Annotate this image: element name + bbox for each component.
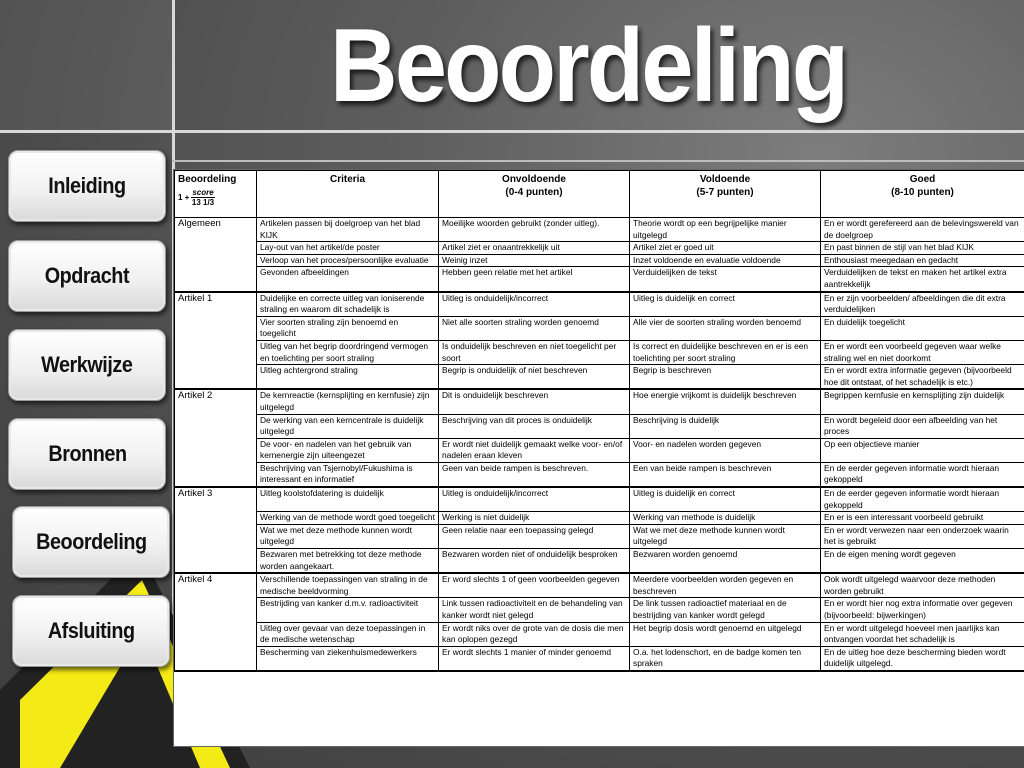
formula-numerator: score [192,188,214,197]
criteria-cell: Duidelijke en correcte uitleg van ioniserende straling en waarom dit schadelijk is [257,292,439,317]
goed-cell: En er wordt uitgelegd hoeveel men jaarlijks kan ontvangen voordat het schadelijk is [821,622,1024,646]
header-beoordeling-label: Beoordeling [178,174,237,185]
table-row [175,487,1024,512]
table-row [175,462,1024,487]
onvoldoende-cell: Artikel ziet er onaantrekkelijk uit [439,242,630,255]
voldoende-cell: Uitleg is duidelijk en correct [630,487,821,512]
table-row [175,646,1024,671]
onvoldoende-cell: Er wordt niks over de grote van de dosis die men kan oplopen gezegd [439,622,630,646]
header-onvoldoende-sub: (0-4 punten) [505,187,563,198]
goed-cell: En de eerder gegeven informatie wordt hieraan gekoppeld [821,487,1024,512]
header-voldoende-sub: (5-7 punten) [696,187,754,198]
table-row [175,622,1024,646]
goed-cell: En duidelijk toegelicht [821,316,1024,340]
voldoende-cell: Inzet voldoende en evaluatie voldoende [630,254,821,267]
nav-button-opdracht[interactable] [8,240,166,312]
table-row [175,389,1024,414]
table-row [175,414,1024,438]
onvoldoende-cell: Beschrijving van dit proces is onduidelijk [439,414,630,438]
criteria-cell: Verloop van het proces/persoonlijke evaluatie [257,254,439,267]
voldoende-cell: Artikel ziet er goed uit [630,242,821,255]
criteria-cell: De werking van een kerncentrale is duidelijk uitgelegd [257,414,439,438]
criteria-cell: Lay-out van het artikel/de poster [257,242,439,255]
header-voldoende-label: Voldoende [699,174,751,185]
goed-cell: En de eigen mening wordt gegeven [821,549,1024,574]
voldoende-cell: Voor- en nadelen worden gegeven [630,438,821,462]
section-name-cell: Artikel 3 [175,487,257,573]
criteria-cell: Uitleg koolstofdatering is duidelijk [257,487,439,512]
nav-button-inleiding[interactable] [8,150,166,222]
goed-cell: En er wordt hier nog extra informatie over gegeven (bijvoorbeeld: bijwerkingen) [821,598,1024,622]
criteria-cell: Gevonden afbeeldingen [257,267,439,292]
criteria-cell: Vier soorten straling zijn benoemd en toegelicht [257,316,439,340]
goed-cell: Enthousiast meegedaan en gedacht [821,254,1024,267]
nav-button-label: Werkwijze [41,352,133,377]
criteria-cell: Bestrijding van kanker d.m.v. radioactiviteit [257,598,439,622]
voldoende-cell: O.a. het lodenschort, en de badge komen ten spraken [630,646,821,671]
table-row [175,524,1024,548]
criteria-cell: Artikelen passen bij doelgroep van het blad KIJK [257,218,439,242]
criteria-cell: Bezwaren met betrekking tot deze methode worden aangekaart. [257,549,439,574]
goed-cell: Verduidelijken de tekst en maken het artikel extra aantrekkelijk [821,267,1024,292]
onvoldoende-cell: Bezwaren worden niet of onduidelijk besproken [439,549,630,574]
table-row [175,254,1024,267]
voldoende-cell: Meerdere voorbeelden worden gegeven en beschreven [630,573,821,598]
frame-line-top [0,130,1024,133]
voldoende-cell: Theorie wordt op een begrijpelijke manier uitgelegd [630,218,821,242]
table-row [175,316,1024,340]
voldoende-cell: Bezwaren worden genoemd [630,549,821,574]
onvoldoende-cell: Er wordt niet duidelijk gemaakt welke voor- en/of nadelen eraan kleven [439,438,630,462]
nav-button-label: Bronnen [47,441,127,466]
rubric-table-container [174,170,1024,746]
header-voldoende [630,171,821,218]
onvoldoende-cell: Dit is onduidelijk beschreven [439,389,630,414]
criteria-cell: Bescherming van ziekenhuismedewerkers [257,646,439,671]
onvoldoende-cell: Moeilijke woorden gebruikt (zonder uitleg). [439,218,630,242]
onvoldoende-cell: Niet alle soorten straling worden genoemd [439,316,630,340]
nav-button-werkwijze[interactable] [8,329,166,401]
header-criteria [257,171,439,218]
criteria-cell: Uitleg van het begrip doordringend vermogen en toelichting per soort straling [257,340,439,364]
nav-button-label: Inleiding [48,173,126,198]
criteria-cell: Wat we met deze methode kunnen wordt uitgelegd [257,524,439,548]
formula-prefix: 1 + [178,193,190,202]
criteria-cell: Uitleg achtergrond straling [257,365,439,390]
goed-cell: En er wordt extra informatie gegeven (bijvoorbeeld hoe dit ontstaat, of het schadelijk is etc.) [821,365,1024,390]
nav-button-label: Afsluiting [47,618,135,643]
table-row [175,438,1024,462]
table-row [175,242,1024,255]
table-row [175,512,1024,525]
frame-line-under-table [172,160,1024,162]
slide-title: Beoordeling [330,8,847,124]
goed-cell: En de eerder gegeven informatie wordt hieraan gekoppeld [821,462,1024,487]
table-row [175,365,1024,390]
voldoende-cell: Hoe energie vrijkomt is duidelijk beschreven [630,389,821,414]
voldoende-cell: Uitleg is duidelijk en correct [630,292,821,317]
nav-button-beoordeling[interactable] [12,506,170,578]
onvoldoende-cell: Geen van beide rampen is beschreven. [439,462,630,487]
section-name-cell: Artikel 4 [175,573,257,671]
table-row [175,292,1024,317]
goed-cell: En er wordt een voorbeeld gegeven waar welke straling wel en niet doorkomt [821,340,1024,364]
goed-cell: En past binnen de stijl van het blad KIJK [821,242,1024,255]
voldoende-cell: Is correct en duidelijke beschreven en er is een toelichting per soort straling [630,340,821,364]
onvoldoende-cell: Link tussen radioactiviteit en de behandeling van kanker wordt niet gelegd [439,598,630,622]
header-goed [821,171,1024,218]
goed-cell: En er wordt gerefereerd aan de belevingswereld van de doelgroep [821,218,1024,242]
voldoende-cell: Beschrijving is duidelijk [630,414,821,438]
header-goed-label: Goed [909,174,936,185]
criteria-cell: Beschrijving van Tsjernobyl/Fukushima is interessant en informatief [257,462,439,487]
onvoldoende-cell: Geen relatie naar een toepassing gelegd [439,524,630,548]
formula-denominator: 13 1/3 [191,198,215,207]
onvoldoende-cell: Begrip is onduidelijk of niet beschreven [439,365,630,390]
nav-button-bronnen[interactable] [8,418,166,490]
onvoldoende-cell: Er word slechts 1 of geen voorbeelden gegeven [439,573,630,598]
goed-cell: En er wordt verwezen naar een onderzoek waarin het is gebruikt [821,524,1024,548]
goed-cell: Op een objectieve manier [821,438,1024,462]
header-onvoldoende [439,171,630,218]
table-row [175,267,1024,292]
goed-cell: Ook wordt uitgelegd waarvoor deze methoden worden gebruikt [821,573,1024,598]
onvoldoende-cell: Uitleg is onduidelijk/incorrect [439,487,630,512]
voldoende-cell: Begrip is beschreven [630,365,821,390]
goed-cell: En er zijn voorbeelden/ afbeeldingen die dit extra verduidelijken [821,292,1024,317]
criteria-cell: Werking van de methode wordt goed toegelicht [257,512,439,525]
goed-cell: En wordt begeleid door een afbeelding van het proces [821,414,1024,438]
onvoldoende-cell: Is onduidelijk beschreven en niet toegelicht per soort [439,340,630,364]
voldoende-cell: Het begrip dosis wordt genoemd en uitgelegd [630,622,821,646]
rubric-table [174,170,1024,672]
table-row [175,598,1024,622]
section-name-cell: Artikel 1 [175,292,257,390]
section-name-cell: Algemeen [175,218,257,292]
nav-button-label: Opdracht [44,263,130,288]
goed-cell: En er is een interessant voorbeeld gebruikt [821,512,1024,525]
voldoende-cell: Verduidelijken de tekst [630,267,821,292]
header-onvoldoende-label: Onvoldoende [502,174,566,185]
table-row [175,340,1024,364]
onvoldoende-cell: Weinig inzet [439,254,630,267]
onvoldoende-cell: Uitleg is onduidelijk/incorrect [439,292,630,317]
onvoldoende-cell: Hebben geen relatie met het artikel [439,267,630,292]
criteria-cell: De voor- en nadelen van het gebruik van kernenergie zijn uiteengezet [257,438,439,462]
nav-button-afsluiting[interactable] [12,595,170,667]
voldoende-cell: Een van beide rampen is beschreven [630,462,821,487]
table-row [175,573,1024,598]
table-header-row [175,171,1024,218]
criteria-cell: Uitleg over gevaar van deze toepassingen in de medische wetenschap [257,622,439,646]
voldoende-cell: De link tussen radioactief materiaal en de bestrijding van kanker wordt gelegd [630,598,821,622]
formula-fraction [191,188,214,207]
voldoende-cell: Werking van methode is duidelijk [630,512,821,525]
header-criteria-label: Criteria [329,174,365,185]
header-goed-sub: (8-10 punten) [891,187,954,198]
criteria-cell: De kernreactie (kernsplijting en kernfusie) zijn uitgelegd [257,389,439,414]
voldoende-cell: Alle vier de soorten straling worden benoemd [630,316,821,340]
rubric-table-body [175,218,1024,671]
criteria-cell: Verschillende toepassingen van straling in de medische beeldvorming [257,573,439,598]
onvoldoende-cell: Werking is niet duidelijk [439,512,630,525]
table-row [175,218,1024,242]
voldoende-cell: Wat we met deze methode kunnen wordt uitgelegd [630,524,821,548]
section-name-cell: Artikel 2 [175,389,257,487]
score-formula [178,188,253,207]
table-row [175,549,1024,574]
goed-cell: En de uitleg hoe deze bescherming bieden wordt duidelijk uitgelegd. [821,646,1024,671]
goed-cell: Begrippen kernfusie en kernsplijting zijn duidelijk [821,389,1024,414]
nav-button-label: Beoordeling [35,529,147,554]
onvoldoende-cell: Er wordt slechts 1 manier of minder genoemd [439,646,630,671]
background-panel-top [0,0,174,130]
header-beoordeling [175,171,257,218]
